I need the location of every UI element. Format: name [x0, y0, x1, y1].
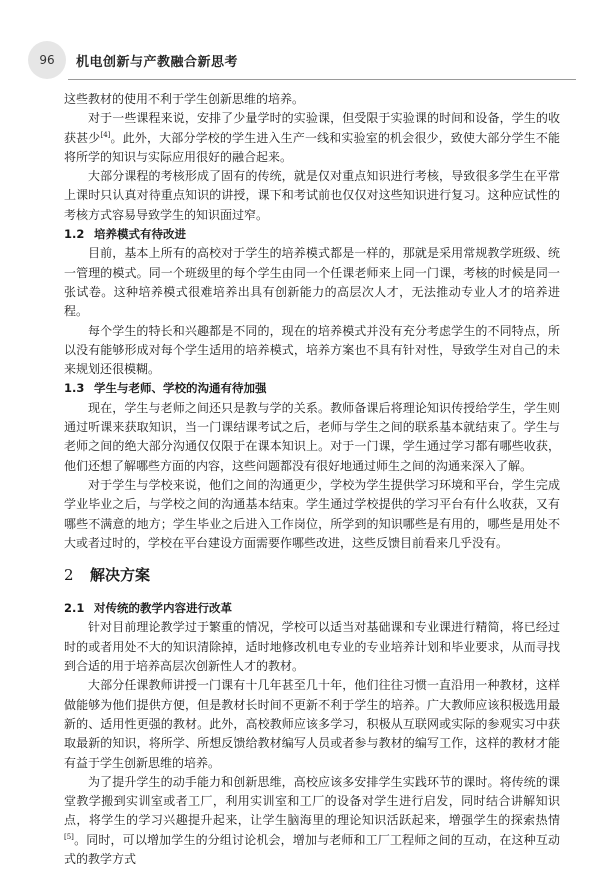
paragraph: 现在，学生与老师之间还只是教与学的关系。教师备课后将理论知识传授给学生，学生则通过听课来获取知识，当一门课结课考试之后，老师与学生之间的联系基本就结束了。学生与老师之间的绝大部分沟通仅仅限于在课本知识上。对于一门课，学生通过学习都有哪些收获，他们还想了解哪些方面的内容，这些问题都没有很好地通过师生之间的沟通来深入了解。	[64, 400, 560, 473]
header-rule	[68, 79, 576, 80]
paragraph-text: 。此外，大部分学校的学生进入生产一线和实验室的机会很少，致使大部分学生不能将所学的知识与实际应用很好的融合起来。	[64, 130, 560, 164]
page-header	[28, 41, 576, 81]
section-title: 培养模式有待改进	[94, 227, 186, 242]
section-heading-1-2	[64, 225, 560, 244]
running-title: 机电创新与产教融合新思考	[76, 55, 239, 70]
section-number: 1.2	[64, 227, 85, 242]
section-title: 对传统的教学内容进行改革	[94, 601, 232, 616]
paragraph-text: 对于一些课程来说，安排了少量学时的实验课，但受限于实验课的时间和设备，学生的收获甚少	[64, 111, 560, 145]
paragraph-text: 。同时，可以增加学生的分组讨论机会，增加与老师和工厂工程师之间的互动，在这种互动式的教学方式	[64, 832, 560, 866]
paragraph	[64, 773, 560, 869]
paragraph: 这些教材的使用不利于学生创新思维的培养。	[64, 92, 305, 106]
section-title: 学生与老师、学校的沟通有待加强	[94, 381, 267, 396]
citation: [5]	[64, 832, 74, 841]
paragraph	[64, 109, 560, 167]
section-number: 2.1	[64, 601, 85, 616]
paragraph: 对于学生与学校来说，他们之间的沟通更少，学校为学生提供学习环境和平台，学生完成学业毕业之后，与学校之间的沟通基本结束。学生通过学校提供的学习平台有什么收获，又有哪些不满意的地方；学生毕业之后进入工作岗位，所学到的知识哪些是有用的，哪些是用处不大或者过时的，学校在平台建设方面需要作哪些改进，这些反馈目前看来几乎没有。	[64, 477, 560, 550]
section-number: 2	[64, 566, 74, 585]
paragraph: 每个学生的特长和兴趣都是不同的，现在的培养模式并没有充分考虑学生的不同特点，所以没有能够形成对每个学生适用的培养模式，培养方案也不具有针对性，导致学生对自己的未来规划还很模糊。	[64, 323, 560, 377]
paragraph: 大部分任课教师讲授一门课有十几年甚至几十年，他们往往习惯一直沿用一种教材，这样做能够为他们提供方便，但是教材长时间不更新不利于学生的培养。广大教师应该积极选用最新的、适用性更强的教材。此外，高校教师应该多学习，积极从互联网或实际的参观实习中获取最新的知识，将所学、所想反馈给教材编写人员或者参与教材的编写工作，这样的教材才能有益于学生创新思维的培养。	[64, 678, 560, 770]
section-heading-1-3	[64, 379, 560, 398]
paragraph-text: 为了提升学生的动手能力和创新思维，高校应该多安排学生实践环节的课时。将传统的课堂教学搬到实训室或者工厂，利用实训室和工厂的设备对学生进行启发，同时结合讲解知识点，将学生的学习兴趣提升起来，让学生脑海里的理论知识活跃起来，增强学生的探索热情	[64, 774, 560, 828]
section-heading-2-1	[64, 599, 560, 618]
paragraph: 针对目前理论教学过于繁重的情况，学校可以适当对基础课和专业课进行精简，将已经过时的或者用处不大的知识清除掉，适时地修改机电专业的专业培养计划和毕业要求，从而寻找到合适的用于培养高层次创新性人才的教材。	[64, 620, 560, 674]
paragraph: 大部分课程的考核形成了固有的传统，就是仅对重点知识进行考核，导致很多学生在平常上课时只认真对待重点知识的讲授，课下和考试前也仅仅对这些知识进行复习。这种应试性的考核方式容易导致学生的知识面过窄。	[64, 169, 560, 222]
chapter-heading-2	[64, 563, 560, 587]
page-number: 96	[28, 41, 66, 79]
body-text	[64, 90, 560, 869]
section-number: 1.3	[64, 381, 85, 396]
citation: [4]	[100, 130, 111, 139]
section-title: 解决方案	[90, 566, 151, 585]
paragraph: 目前，基本上所有的高校对于学生的培养模式都是一样的，那就是采用常规教学班级、统一管理的模式。同一个班级里的每个学生由同一个任课老师来上同一门课，考核的时候是同一张试卷。这种培养模式很难培养出具有创新能力的高层次人才，无法推动专业人才的培养进程。	[64, 246, 560, 319]
